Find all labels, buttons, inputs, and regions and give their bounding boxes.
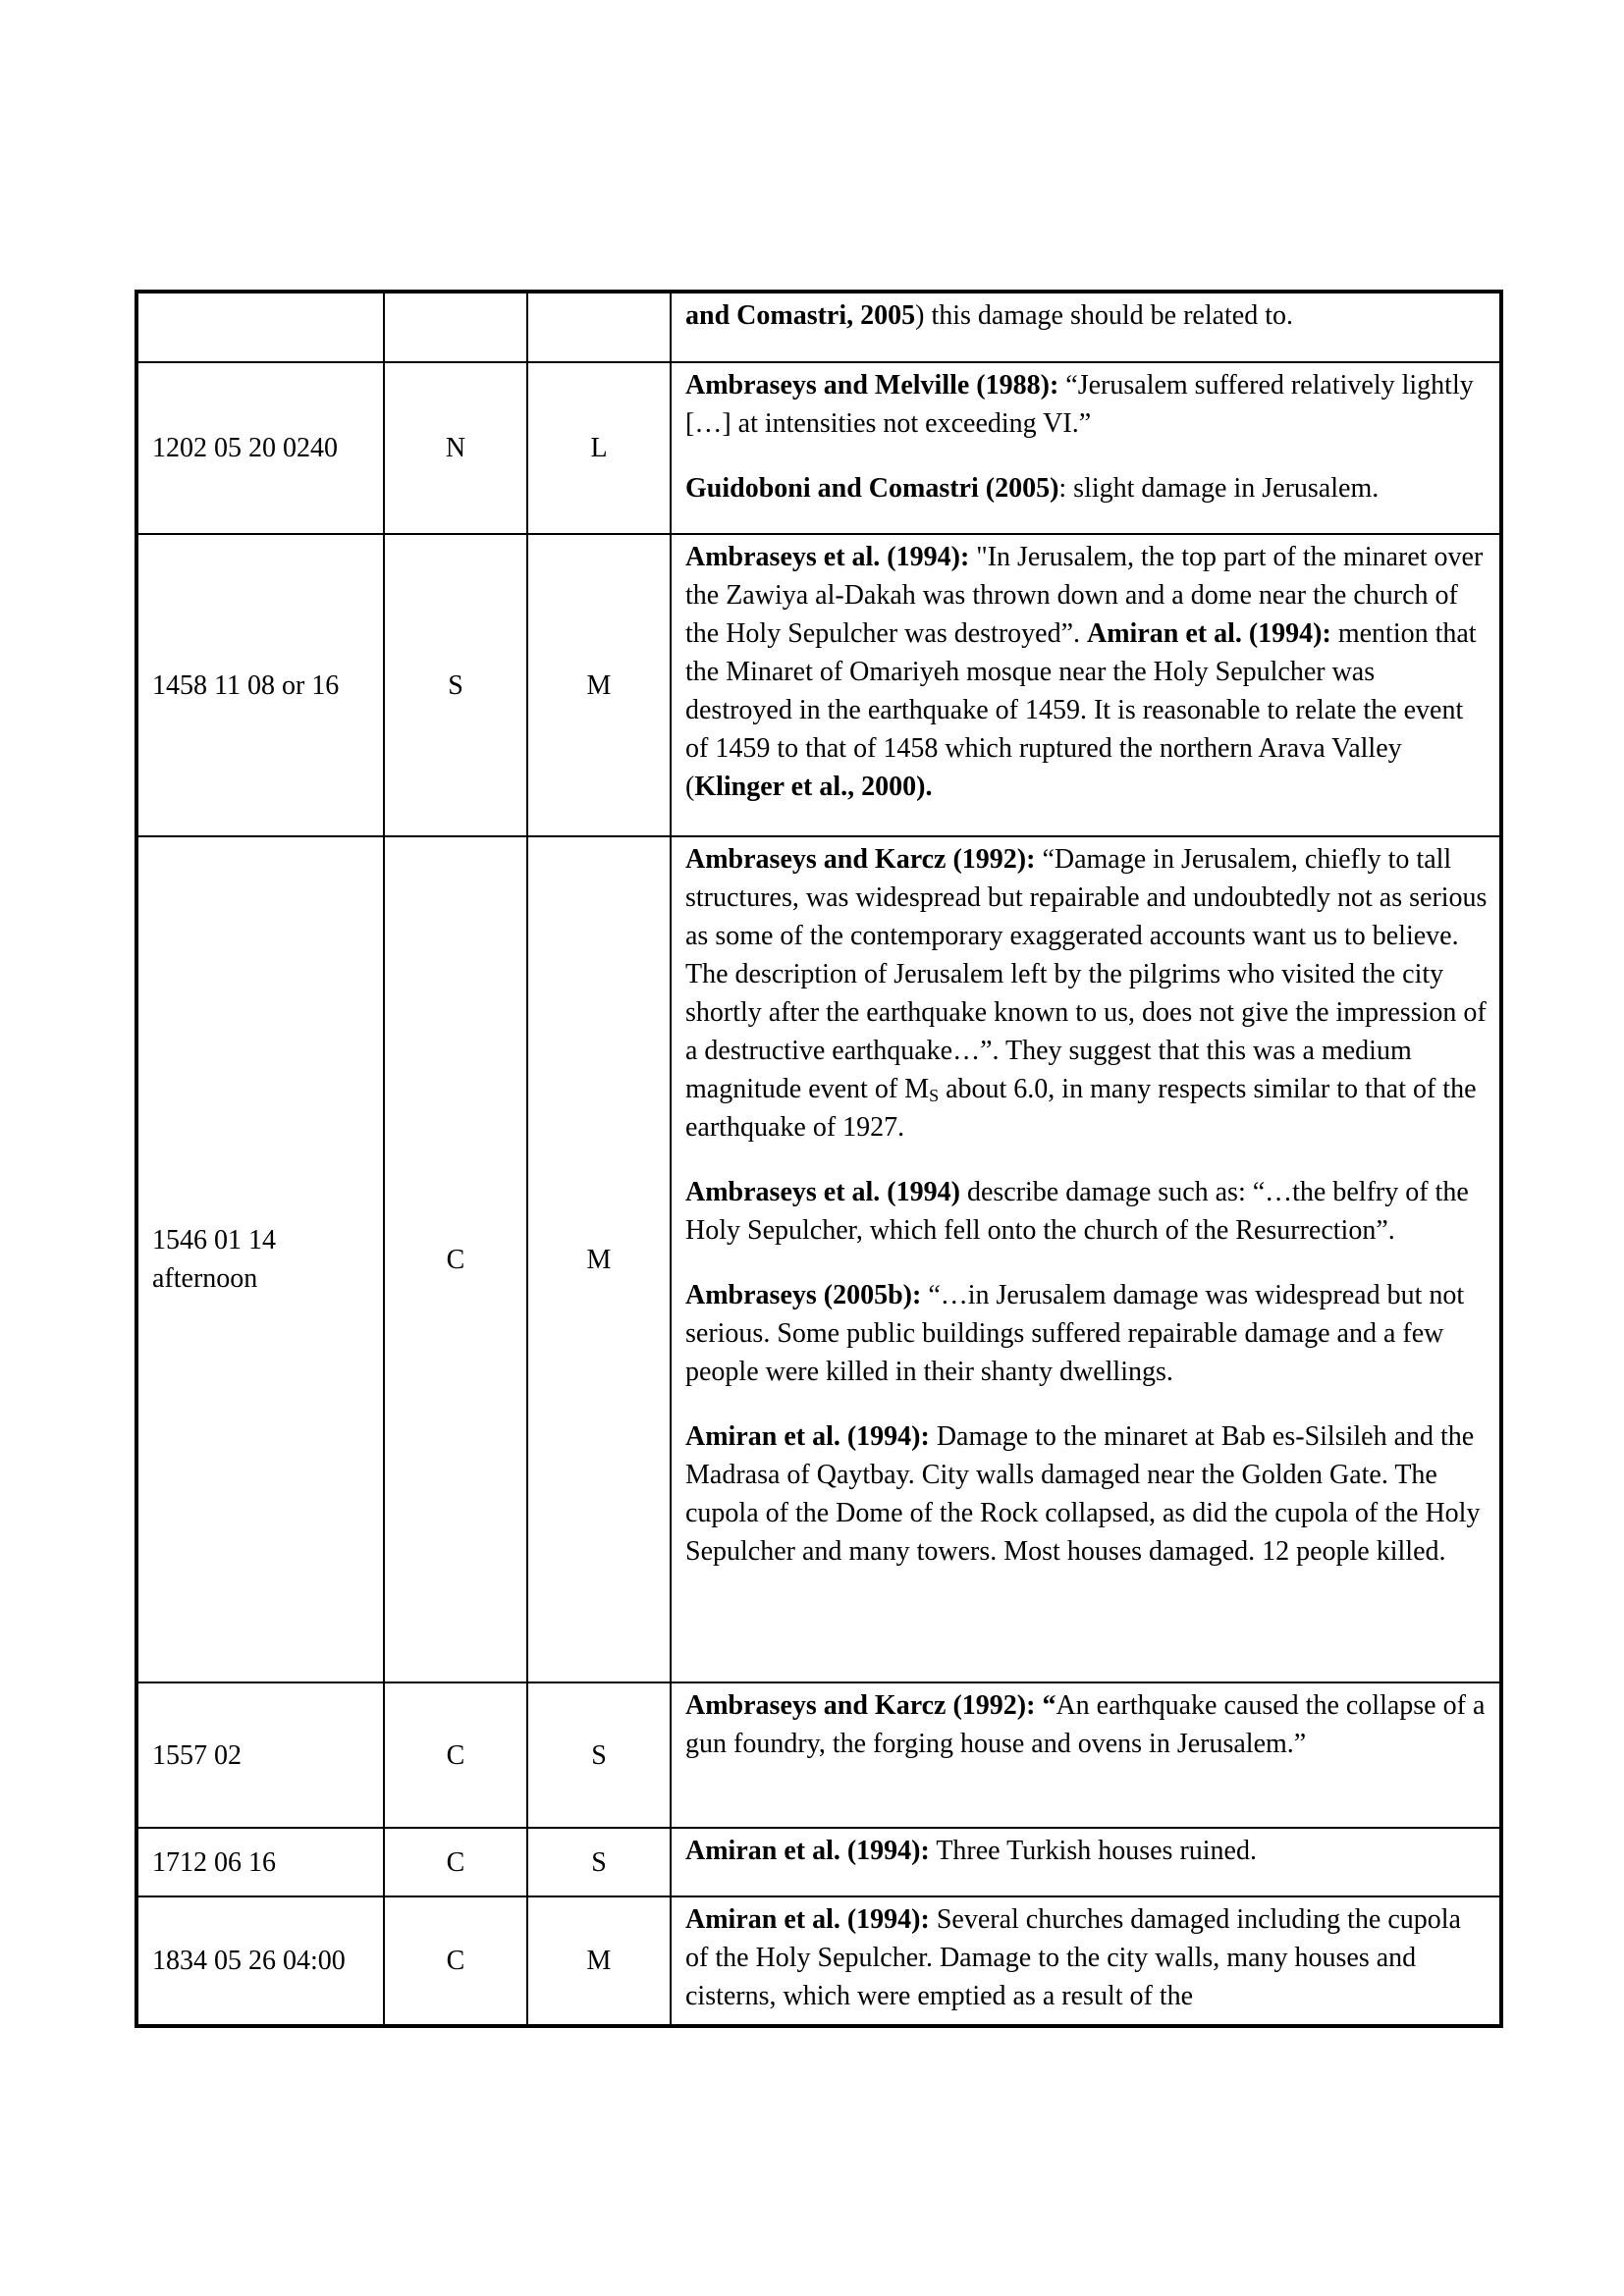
citation-text: Amiran et al. (1994):	[685, 1904, 930, 1935]
source-type-cell	[384, 292, 527, 362]
citation-text: Ambraseys and Karcz (1992): “	[685, 1690, 1056, 1721]
description-paragraph	[685, 1686, 1488, 1763]
body-text: about 6.0, in many respects similar to that of the earthquake of 1927.	[685, 1074, 1477, 1143]
description-paragraph	[685, 1173, 1488, 1250]
source-type-cell: C	[384, 1828, 527, 1896]
source-type-cell: C	[384, 836, 527, 1682]
source-type-cell: C	[384, 1896, 527, 2026]
body-text: “Jerusalem suffered relatively lightly […] at intensities not exceeding VI.”	[685, 370, 1474, 439]
body-text: Three Turkish houses ruined.	[929, 1836, 1257, 1866]
description-paragraph	[685, 1276, 1488, 1391]
body-text: Several churches damaged including the cupola of the Holy Sepulcher. Damage to the city walls, many houses and cisterns, which were emptied as a result of the	[685, 1904, 1461, 2011]
citation-text: Amiran et al. (1994):	[685, 1836, 930, 1866]
description-cell	[671, 362, 1501, 534]
citation-text: Ambraseys (2005b):	[685, 1280, 922, 1310]
damage-level-cell: S	[527, 1828, 671, 1896]
body-text: "In Jerusalem, the top part of the minaret over the Zawiya al-Dakah was thrown down and a dome near the church of the Holy Sepulcher was destroyed”.	[685, 542, 1484, 649]
description-paragraph	[685, 296, 1488, 335]
citation-text: Guidoboni and Comastri (2005)	[685, 473, 1059, 504]
description-cell	[671, 1828, 1501, 1896]
body-text: mention that the Minaret of Omariyeh mosque near the Holy Sepulcher was destroyed in the earthquake of 1459. It is reasonable to relate the event of 1459 to that of 1458 which ruptured the northern Arava Valley (	[685, 618, 1477, 802]
damage-level-cell	[527, 292, 671, 362]
damage-level-cell: S	[527, 1682, 671, 1828]
body-text: “…in Jerusalem damage was widespread but not serious. Some public buildings suffered repairable damage and a few people were killed in their shanty dwellings.	[685, 1280, 1465, 1387]
description-cell	[671, 292, 1501, 362]
date-cell: 1557 02	[136, 1682, 384, 1828]
subscript-text: S	[929, 1086, 940, 1105]
date-cell: 1458 11 08 or 16	[136, 534, 384, 836]
table-row	[136, 1682, 1501, 1828]
description-cell	[671, 1896, 1501, 2026]
damage-level-cell: L	[527, 362, 671, 534]
description-paragraph	[685, 469, 1488, 507]
date-cell: 1202 05 20 0240	[136, 362, 384, 534]
body-text: An earthquake caused the collapse of a gun foundry, the forging house and ovens in Jerusalem.”	[685, 1690, 1486, 1759]
description-paragraph	[685, 1900, 1488, 2015]
citation-text: Klinger et al., 2000).	[694, 772, 933, 802]
citation-text: and Comastri, 2005	[685, 300, 916, 331]
description-paragraph	[685, 840, 1488, 1147]
citation-text: Ambraseys and Melville (1988):	[685, 370, 1059, 400]
earthquake-table	[135, 290, 1503, 2028]
citation-text: Ambraseys and Karcz (1992):	[685, 844, 1036, 875]
date-cell: 1834 05 26 04:00	[136, 1896, 384, 2026]
citation-text: Amiran et al. (1994):	[685, 1421, 930, 1452]
date-cell: 1546 01 14 afternoon	[136, 836, 384, 1682]
table-row	[136, 362, 1501, 534]
citation-text: Amiran et al. (1994):	[1087, 618, 1331, 649]
damage-level-cell: M	[527, 534, 671, 836]
table-row	[136, 1828, 1501, 1896]
date-cell: 1712 06 16	[136, 1828, 384, 1896]
table-row	[136, 292, 1501, 362]
table-row	[136, 836, 1501, 1682]
table-row	[136, 1896, 1501, 2026]
body-text: : slight damage in Jerusalem.	[1058, 473, 1380, 504]
table-body	[136, 292, 1501, 2026]
description-paragraph	[685, 366, 1488, 443]
body-text: ) this damage should be related to.	[915, 300, 1294, 331]
body-text: Damage to the minaret at Bab es-Silsileh and the Madrasa of Qaytbay. City walls damaged near the Golden Gate. The cupola of the Dome of the Rock collapsed, as did the cupola of the Holy Sepulcher and many towers. Most houses damaged. 12 people killed.	[685, 1421, 1481, 1567]
description-paragraph	[685, 1832, 1488, 1870]
document-page	[135, 290, 1499, 2028]
description-paragraph	[685, 538, 1488, 806]
body-text: “Damage in Jerusalem, chiefly to tall structures, was widespread but repairable and undoubtedly not as serious as some of the contemporary exaggerated accounts want us to believe. The description of Jerusalem left by the pilgrims who visited the city shortly after the earthquake known to us, does not give the impression of a destructive earthquake…”. They suggest that this was a medium magnitude event of M	[685, 844, 1488, 1104]
description-cell	[671, 836, 1501, 1682]
description-cell	[671, 1682, 1501, 1828]
damage-level-cell: M	[527, 1896, 671, 2026]
source-type-cell: C	[384, 1682, 527, 1828]
description-cell	[671, 534, 1501, 836]
body-text: describe damage such as: “…the belfry of the Holy Sepulcher, which fell onto the church of the Resurrection”.	[685, 1177, 1469, 1246]
source-type-cell: N	[384, 362, 527, 534]
citation-text: Ambraseys et al. (1994):	[685, 542, 970, 572]
source-type-cell: S	[384, 534, 527, 836]
table-row	[136, 534, 1501, 836]
damage-level-cell: M	[527, 836, 671, 1682]
citation-text: Ambraseys et al. (1994)	[685, 1177, 960, 1207]
description-paragraph	[685, 1417, 1488, 1571]
date-cell	[136, 292, 384, 362]
